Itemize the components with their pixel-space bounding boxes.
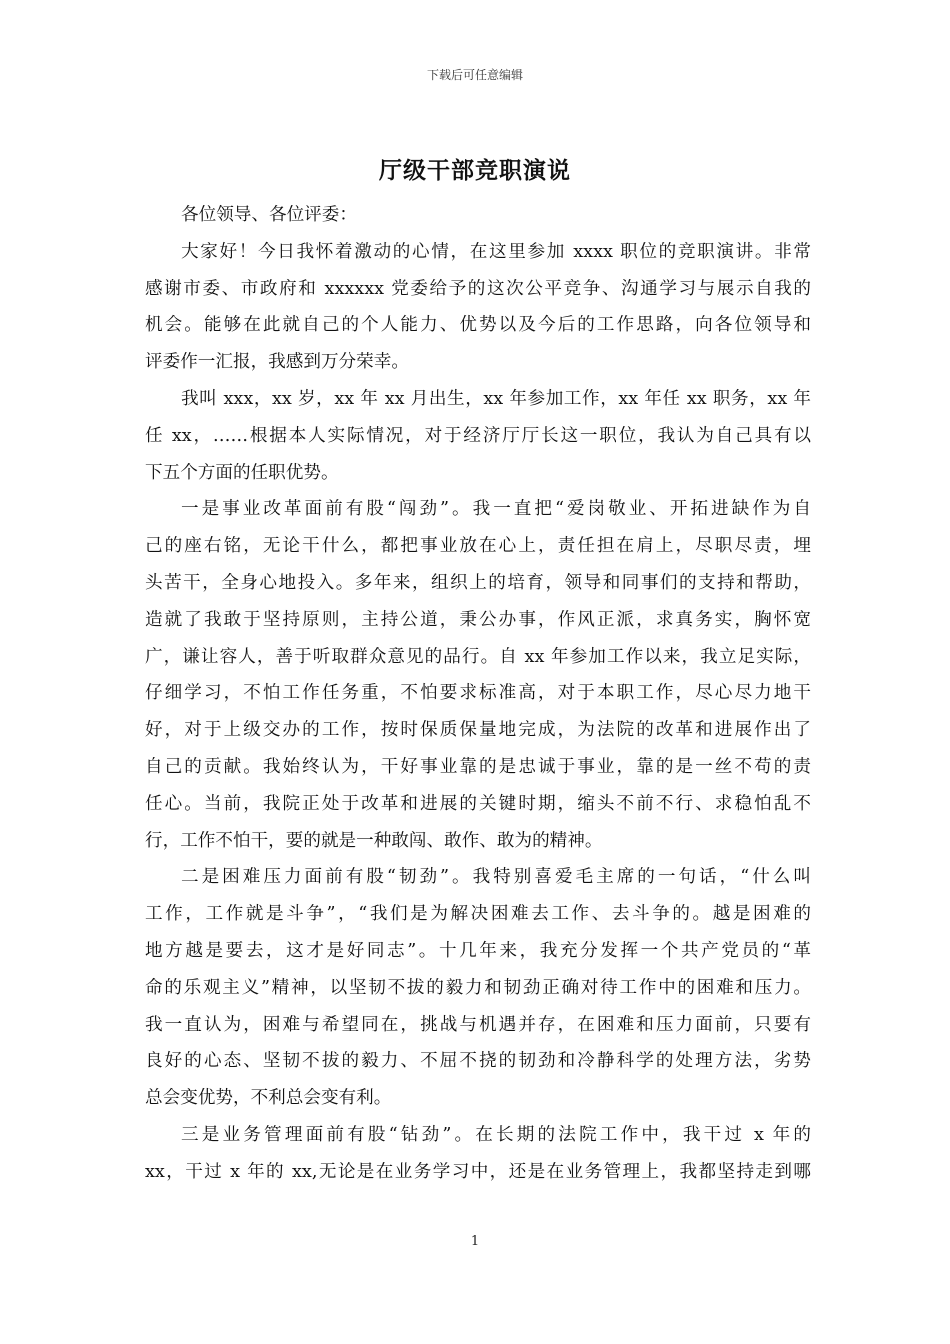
- text-line: 总会变优势，不利总会变有利。: [145, 1088, 392, 1109]
- text-line: 大家好！今日我怀着激动的心情，在这里参加 xxxx 职位的竞职演讲。非常: [181, 241, 811, 262]
- paragraph: [145, 381, 811, 491]
- document-body: [145, 197, 811, 1191]
- text-line: 仔细学习，不怕工作任务重，不怕要求标准高，对于本职工作，尽心尽力地干: [145, 683, 811, 704]
- text-line: xx，干过 x 年的 xx,无论是在业务学习中，还是在业务管理上，我都坚持走到哪: [145, 1161, 811, 1182]
- text-line: 评委作一汇报，我感到万分荣幸。: [145, 352, 409, 373]
- text-line: 各位领导、各位评委：: [181, 205, 357, 225]
- text-line: 己的座右铭，无论干什么，都把事业放在心上，责任担在肩上，尽职尽责，埋: [145, 536, 811, 557]
- text-line: 下五个方面的任职优势。: [145, 462, 339, 483]
- text-line: 好，对于上级交办的工作，按时保质保量地完成，为法院的改革和进展作出了: [145, 720, 811, 741]
- text-line: 工作，工作就是斗争”，“我们是为解决困难去工作、去斗争的。越是困难的: [145, 904, 811, 925]
- paragraph: [145, 1117, 811, 1191]
- text-line: 一是事业改革面前有股“闯劲”。我一直把“爱岗敬业、开拓进缺作为自: [181, 499, 811, 520]
- text-line: 良好的心态、坚韧不拔的毅力、不屈不挠的韧劲和冷静科学的处理方法，劣势: [145, 1051, 811, 1072]
- page-header: 下载后可任意编辑: [426, 68, 523, 82]
- text-line: 行，工作不怕干，要的就是一种敢闯、敢作、敢为的精神。: [145, 830, 603, 851]
- text-line: 我叫 xxx，xx 岁，xx 年 xx 月出生，xx 年参加工作，xx 年任 xx 职务，xx 年: [181, 388, 811, 409]
- paragraph: [145, 234, 811, 381]
- text-line: 广，谦让容人，善于听取群众意见的品行。自 xx 年参加工作以来，我立足实际，: [145, 646, 811, 667]
- paragraph: [145, 491, 811, 859]
- text-line: 命的乐观主义”精神，以坚韧不拔的毅力和韧劲正确对待工作中的困难和压力。: [145, 977, 811, 998]
- text-line: 三是业务管理面前有股“钻劲”。在长期的法院工作中，我干过 x 年的: [181, 1124, 811, 1145]
- text-line: 头苦干，全身心地投入。多年来，组织上的培育，领导和同事们的支持和帮助，: [145, 572, 811, 593]
- text-line: 地方越是要去，这才是好同志”。十几年来，我充分发挥一个共产党员的“革: [145, 940, 811, 961]
- paragraph: [145, 859, 811, 1117]
- text-line: 机会。能够在此就自己的个人能力、优势以及今后的工作思路，向各位领导和: [145, 315, 811, 336]
- page-number: 1: [470, 1234, 480, 1249]
- text-line: 自己的贡献。我始终认为，干好事业靠的是忠诚于事业，靠的是一丝不苟的责: [145, 756, 811, 777]
- paragraph: [145, 197, 811, 234]
- text-line: 感谢市委、市政府和 xxxxxx 党委给予的这次公平竞争、沟通学习与展示自我的: [145, 278, 811, 299]
- text-line: 任心。当前，我院正处于改革和进展的关键时期，缩头不前不行、求稳怕乱不: [145, 793, 811, 814]
- document-title: 厅级干部竞职演说: [379, 157, 571, 184]
- text-line: 造就了我敢于坚持原则，主持公道，秉公办事，作风正派，求真务实，胸怀宽: [145, 609, 811, 630]
- text-line: 我一直认为，困难与希望同在，挑战与机遇并存，在困难和压力面前，只要有: [145, 1014, 811, 1035]
- text-line: 任 xx，……根据本人实际情况，对于经济厅厅长这一职位，我认为自己具有以: [145, 425, 811, 446]
- text-line: 二是困难压力面前有股“韧劲”。我特别喜爱毛主席的一句话，“什么叫: [181, 867, 811, 888]
